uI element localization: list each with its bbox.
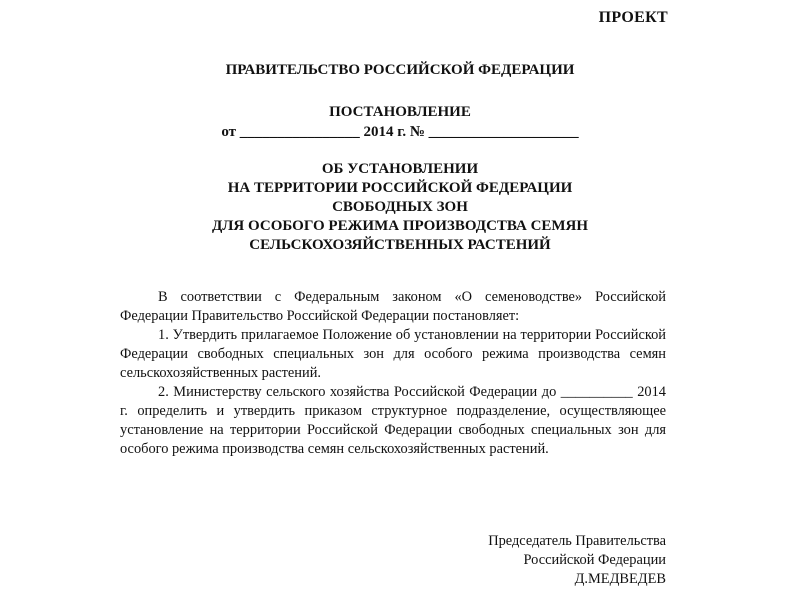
item-2-paragraph: 2. Министерству сельского хозяйства Российской Федерации до __________ 2014 г. определить и утвердить приказом структурное подразделение, осуществляющее установление на территории Российской Федерации свободных специальных зон для особого режима производства семян сельскохозяйственных растений.	[120, 384, 666, 457]
item-1-paragraph: 1. Утвердить прилагаемое Положение об установлении на территории Российской Федерации свободных специальных зон для особого режима производства семян сельскохозяйственных растений.	[120, 327, 666, 381]
document-title	[0, 160, 800, 255]
title-line-1: ОБ УСТАНОВЛЕНИИ	[321, 161, 479, 177]
title-line-3: СВОБОДНЫХ ЗОН	[332, 199, 468, 215]
title-line-4: ДЛЯ ОСОБОГО РЕЖИМА ПРОИЗВОДСТВА СЕМЯН	[211, 218, 589, 234]
signature-organization: Российской Федерации	[523, 552, 666, 568]
title-line-2: НА ТЕРРИТОРИИ РОССИЙСКОЙ ФЕДЕРАЦИИ	[227, 180, 573, 196]
draft-stamp: ПРОЕКТ	[598, 9, 668, 26]
government-name: ПРАВИТЕЛЬСТВО РОССИЙСКОЙ ФЕДЕРАЦИИ	[225, 62, 575, 78]
document-type: ПОСТАНОВЛЕНИЕ	[329, 104, 471, 120]
document-body	[120, 288, 666, 459]
signature-position: Председатель Правительства	[488, 533, 666, 549]
date-number-line: от ________________ 2014 г. № ____________________	[221, 124, 579, 140]
signature-name: Д.МЕДВЕДЕВ	[574, 571, 666, 587]
title-line-5: СЕЛЬСКОХОЗЯЙСТВЕННЫХ РАСТЕНИЙ	[249, 237, 551, 253]
signature-block	[488, 532, 666, 589]
preamble-paragraph: В соответствии с Федеральным законом «О семеноводстве» Российской Федерации Правительство Российской Федерации постановляет:	[120, 289, 666, 324]
